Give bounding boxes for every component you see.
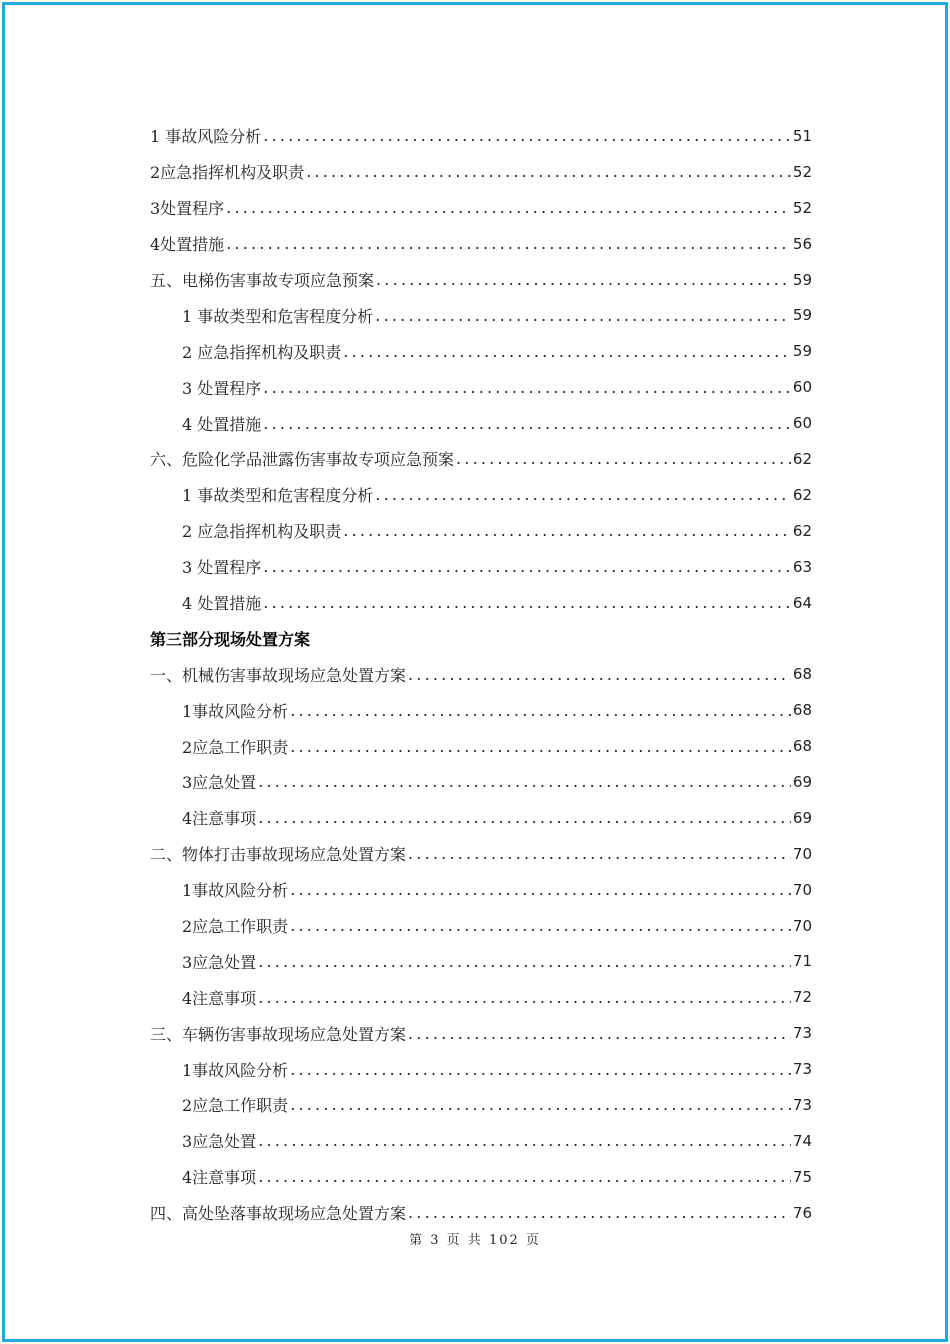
toc-entry[interactable]: [150, 226, 812, 262]
toc-entry[interactable]: [150, 585, 812, 621]
toc-dot-leader: [290, 737, 791, 756]
toc-dot-leader: [375, 306, 791, 325]
toc-entry[interactable]: [150, 656, 812, 692]
toc-dot-leader: [263, 378, 791, 397]
toc-entry-title: 1 事故类型和危害程度分析: [182, 306, 374, 326]
toc-dot-leader: [376, 270, 791, 289]
footer-label-of: 页 共: [446, 1233, 483, 1248]
toc-dot-leader: [258, 808, 791, 827]
toc-entry-title: 3应急处置: [182, 1132, 257, 1152]
toc-dot-leader: [343, 521, 791, 540]
toc-entry-title: 1 事故风险分析: [150, 127, 262, 147]
toc-entry-page-number: 75: [792, 1167, 812, 1186]
toc-entry[interactable]: [150, 262, 812, 298]
toc-entry-page-number: 73: [792, 1024, 812, 1043]
toc-entry-page-number: 51: [792, 126, 812, 145]
toc-entry[interactable]: [150, 800, 812, 836]
toc-entry-title: 3应急处置: [182, 773, 257, 793]
toc-entry-title: 4 处置措施: [182, 594, 262, 614]
toc-dot-leader: [290, 880, 791, 899]
toc-dot-leader: [258, 988, 791, 1007]
toc-entry-title: 2应急工作职责: [182, 917, 289, 937]
toc-entry-page-number: 76: [792, 1203, 812, 1222]
toc-entry-page-number: 64: [792, 593, 812, 612]
toc-entry-page-number: 73: [792, 1095, 812, 1114]
toc-section-heading: [150, 620, 812, 656]
footer-label-page: 第: [409, 1233, 425, 1248]
toc-entry-page-number: 52: [792, 162, 812, 181]
toc-entry-title: 2应急工作职责: [182, 737, 289, 757]
toc-entry-page-number: 68: [792, 665, 812, 684]
toc-entry[interactable]: [150, 1015, 812, 1051]
toc-dot-leader: [258, 1131, 791, 1150]
toc-entry-title: 3应急处置: [182, 952, 257, 972]
toc-entry[interactable]: [150, 477, 812, 513]
toc-entry[interactable]: [150, 369, 812, 405]
toc-entry[interactable]: [150, 728, 812, 764]
toc-dot-leader: [263, 593, 791, 612]
toc-dot-leader: [306, 162, 791, 181]
toc-entry[interactable]: [150, 405, 812, 441]
toc-entry[interactable]: [150, 1159, 812, 1195]
toc-dot-leader: [290, 1060, 791, 1079]
page-footer: [0, 1229, 950, 1248]
toc-entry-title: 3处置程序: [150, 199, 225, 219]
page-frame: [2, 2, 948, 1342]
toc-entry-title: 4注意事项: [182, 809, 257, 829]
toc-entry-page-number: 56: [792, 234, 812, 253]
toc-dot-leader: [263, 557, 791, 576]
toc-dot-leader: [258, 772, 791, 791]
toc-entry-page-number: 70: [792, 880, 812, 899]
toc-entry-title: 4处置措施: [150, 235, 225, 255]
toc-entry-title: 一、机械伤害事故现场应急处置方案: [150, 665, 407, 685]
toc-dot-leader: [375, 485, 791, 504]
toc-dot-leader: [408, 665, 791, 684]
toc-entry[interactable]: [150, 297, 812, 333]
toc-dot-leader: [456, 449, 791, 468]
toc-entry-page-number: 68: [792, 701, 812, 720]
toc-dot-leader: [408, 1024, 791, 1043]
toc-entry[interactable]: [150, 1195, 812, 1231]
toc-entry-page-number: 63: [792, 557, 812, 576]
toc-entry[interactable]: [150, 1123, 812, 1159]
toc-entry[interactable]: [150, 1051, 812, 1087]
toc-entry-title: 二、物体打击事故现场应急处置方案: [150, 845, 407, 865]
toc-entry[interactable]: [150, 154, 812, 190]
toc-entry-page-number: 59: [792, 270, 812, 289]
toc-entry-page-number: 71: [792, 952, 812, 971]
toc-entry[interactable]: [150, 836, 812, 872]
toc-entry-title: 3 处置程序: [182, 558, 262, 578]
toc-dot-leader: [263, 414, 791, 433]
toc-dot-leader: [258, 952, 791, 971]
footer-total-pages: 102: [488, 1233, 520, 1248]
toc-dot-leader: [226, 198, 791, 217]
toc-entry-title: 1 事故类型和危害程度分析: [182, 486, 374, 506]
toc-dot-leader: [290, 916, 791, 935]
toc-entry[interactable]: [150, 764, 812, 800]
toc-entry[interactable]: [150, 872, 812, 908]
toc-dot-leader: [408, 1203, 791, 1222]
toc-entry[interactable]: [150, 1087, 812, 1123]
toc-entry[interactable]: [150, 979, 812, 1015]
toc-entry[interactable]: [150, 118, 812, 154]
table-of-contents: [150, 118, 812, 1231]
toc-entry-title: 1事故风险分析: [182, 1060, 289, 1080]
toc-entry[interactable]: [150, 333, 812, 369]
toc-entry-page-number: 60: [792, 378, 812, 397]
toc-entry-title: 4 处置措施: [182, 414, 262, 434]
toc-entry-page-number: 62: [792, 449, 812, 468]
toc-entry-title: 1事故风险分析: [182, 881, 289, 901]
toc-entry-page-number: 74: [792, 1131, 812, 1150]
toc-entry[interactable]: [150, 441, 812, 477]
toc-dot-leader: [408, 844, 791, 863]
toc-entry-page-number: 62: [792, 485, 812, 504]
toc-entry[interactable]: [150, 549, 812, 585]
toc-entry-page-number: 60: [792, 414, 812, 433]
toc-entry-page-number: 73: [792, 1060, 812, 1079]
toc-entry-page-number: 69: [792, 808, 812, 827]
toc-entry-page-number: 59: [792, 306, 812, 325]
toc-entry-title: 三、车辆伤害事故现场应急处置方案: [150, 1024, 407, 1044]
footer-label-pages: 页: [525, 1233, 541, 1248]
toc-entry-page-number: 62: [792, 521, 812, 540]
toc-entry-title: 3 处置程序: [182, 378, 262, 398]
toc-entry-title: 第三部分现场处置方案: [150, 629, 311, 649]
toc-entry-page-number: 70: [792, 916, 812, 935]
toc-entry-title: 六、危险化学品泄露伤害事故专项应急预案: [150, 450, 455, 470]
toc-entry-title: 2应急指挥机构及职责: [150, 163, 305, 183]
toc-entry-page-number: 70: [792, 844, 812, 863]
toc-entry-page-number: 52: [792, 198, 812, 217]
toc-entry[interactable]: [150, 692, 812, 728]
toc-entry-title: 2应急工作职责: [182, 1096, 289, 1116]
toc-entry-page-number: 72: [792, 988, 812, 1007]
toc-entry-title: 4注意事项: [182, 1168, 257, 1188]
toc-entry-title: 2 应急指挥机构及职责: [182, 342, 342, 362]
toc-entry-title: 1事故风险分析: [182, 701, 289, 721]
footer-current-page: 3: [430, 1233, 441, 1248]
toc-entry-page-number: 69: [792, 772, 812, 791]
toc-entry-title: 五、电梯伤害事故专项应急预案: [150, 271, 375, 290]
toc-dot-leader: [263, 126, 791, 145]
toc-dot-leader: [290, 701, 791, 720]
toc-entry-title: 四、高处坠落事故现场应急处置方案: [150, 1204, 407, 1224]
toc-dot-leader: [343, 342, 791, 361]
toc-entry-page-number: 68: [792, 737, 812, 756]
toc-entry[interactable]: [150, 908, 812, 944]
toc-dot-leader: [258, 1167, 791, 1186]
toc-entry[interactable]: [150, 190, 812, 226]
toc-entry[interactable]: [150, 513, 812, 549]
toc-entry[interactable]: [150, 943, 812, 979]
toc-entry-page-number: 59: [792, 342, 812, 361]
toc-dot-leader: [290, 1095, 791, 1114]
toc-entry-title: 2 应急指挥机构及职责: [182, 522, 342, 542]
toc-entry-title: 4注意事项: [182, 988, 257, 1008]
toc-dot-leader: [226, 234, 791, 253]
